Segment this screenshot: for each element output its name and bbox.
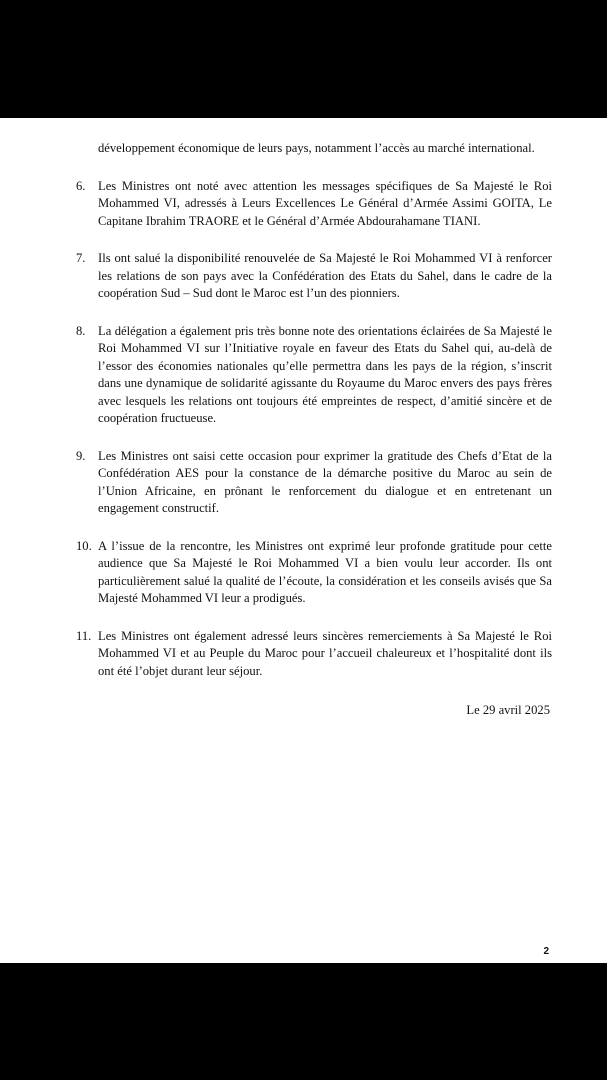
list-item	[76, 178, 552, 231]
document-page	[0, 118, 607, 963]
list-item	[76, 323, 552, 428]
item-number: 7.	[76, 251, 86, 265]
item-number: 11.	[76, 628, 92, 643]
item-number: 9.	[76, 448, 86, 463]
item-number: 6.	[76, 178, 86, 193]
item-number: 10.	[76, 538, 92, 553]
item-text: Les Ministres ont également adressé leurs sincères remerciements à Sa Majesté le Roi Mohammed VI et au Peuple du Maroc pour l’accueil chaleureux et l’hospitalité dont ils ont été l’objet durant leur séjour.	[98, 628, 552, 678]
list-item	[76, 448, 552, 518]
item-text: La délégation a également pris très bonne note des orientations éclairées de Sa Majesté le Roi Mohammed VI sur l’Initiative royale en faveur des Etats du Sahel qui, au-delà de l’essor des économies nationales qu’elle permettra dans les pays de la région, s’inscrit dans une dynamique de solidarité agissante du Royaume du Maroc envers des pays frères avec lesquels les relations ont toujours été empreintes de respect, d’amitié sincère et de coopération fructueuse.	[98, 323, 552, 425]
item-text: A l’issue de la rencontre, les Ministres ont exprimé leur profonde gratitude pour cette audience que Sa Majesté le Roi Mohammed VI a bien voulu leur accorder. Ils ont particulièrement salué la qualité de l’écoute, la considération et les conseils avisés que Sa Majesté Mohammed VI leur a prodigués.	[98, 538, 552, 605]
item-number: 8.	[76, 323, 86, 338]
item-text: Les Ministres ont saisi cette occasion pour exprimer la gratitude des Chefs d’Etat de la Confédération AES pour la constance de la démarche positive du Maroc au sein de l’Union Africaine, en prônant le renforcement du dialogue et en entretenant un engagement constructif.	[98, 448, 552, 515]
lead-paragraph: développement économique de leurs pays, notamment l’accès au marché international.	[98, 141, 535, 155]
document-body	[76, 140, 552, 720]
list-item	[76, 250, 552, 303]
item-text: Ils ont salué la disponibilité renouvelée de Sa Majesté le Roi Mohammed VI à renforcer les relations de son pays avec la Confédération des Etats du Sahel, dans le cadre de la coopération Sud – Sud dont le Maroc est l’un des pionniers.	[98, 251, 552, 300]
list-item	[76, 628, 552, 681]
page-number: 2	[543, 946, 549, 957]
document-date: Le 29 avril 2025	[466, 703, 550, 717]
numbered-list	[76, 178, 552, 681]
list-item	[76, 538, 552, 608]
item-text: Les Ministres ont noté avec attention les messages spécifiques de Sa Majesté le Roi Mohammed VI, adressés à Leurs Excellences Le Général d’Armée Assimi GOITA, Le Capitane Ibrahim TRAORE et le Général d’Armée Abdourahamane TIANI.	[98, 178, 552, 228]
